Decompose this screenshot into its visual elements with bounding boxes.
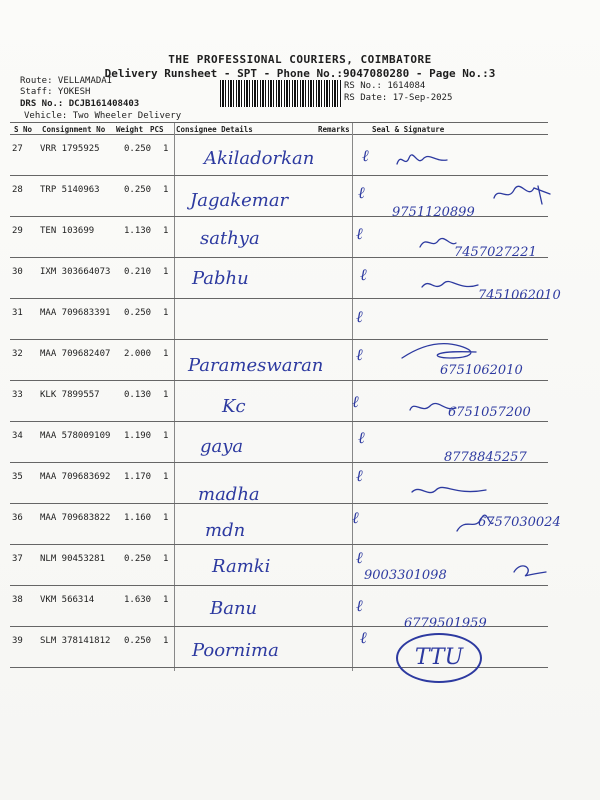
cell-weight: 0.250 (124, 308, 152, 318)
signature-row-37 (510, 560, 550, 580)
cell-cons: TEN 103699 (40, 226, 95, 236)
delivery-tick-mark: ℓ (356, 548, 363, 567)
cell-cons: TRP 5140963 (40, 185, 100, 195)
signature-row-30 (420, 275, 480, 295)
consignee-name: Banu (210, 598, 258, 619)
table-row (0, 463, 600, 503)
cell-cons: IXM 303664073 (40, 267, 111, 277)
cell-cons: KLK 7899557 (40, 390, 100, 400)
delivery-tick-mark: ℓ (352, 392, 359, 411)
delivery-tick-mark: ℓ (356, 596, 363, 615)
delivery-tick-mark: ℓ (356, 307, 363, 326)
cell-sno: 27 (12, 144, 23, 154)
table-row (0, 586, 600, 626)
signature-row-36 (455, 513, 495, 535)
cell-sno: 33 (12, 390, 23, 400)
cell-cons: VKM 566314 (40, 595, 95, 605)
consignee-name: madha (198, 484, 260, 505)
handwritten-phone: 7457027221 (454, 245, 537, 260)
cell-cons: MAA 709683822 (40, 513, 111, 523)
handwritten-phone: 8778845257 (444, 450, 527, 465)
cell-weight: 1.160 (124, 513, 152, 523)
col-pcs: PCS (150, 125, 164, 134)
rs-number: RS No.: 1614084 (344, 81, 426, 91)
cell-weight: 0.250 (124, 636, 152, 646)
cell-pcs: 1 (163, 390, 169, 400)
col-seal: Seal & Signature (372, 125, 445, 134)
col-consignment: Consignment No (42, 125, 106, 134)
cell-weight: 1.130 (124, 226, 152, 236)
signature-row-32 (400, 338, 480, 363)
delivery-tick-mark: ℓ (358, 183, 365, 202)
signature-row-29 (418, 233, 458, 253)
cell-weight: 0.250 (124, 554, 152, 564)
ttu-stamp: TTU (396, 633, 482, 683)
barcode (220, 80, 342, 107)
cell-sno: 35 (12, 472, 23, 482)
staff-label: Staff: YOKESH (20, 87, 91, 97)
cell-pcs: 1 (163, 554, 169, 564)
cell-weight: 2.000 (124, 349, 152, 359)
cell-cons: MAA 578009109 (40, 431, 111, 441)
consignee-name: sathya (200, 228, 260, 249)
cell-cons: MAA 709682407 (40, 349, 111, 359)
cell-pcs: 1 (163, 636, 169, 646)
cell-cons: VRR 1795925 (40, 144, 100, 154)
consignee-name: Akiladorkan (204, 148, 315, 169)
consignee-name: mdn (205, 520, 246, 541)
col-remarks: Remarks (318, 125, 350, 134)
cell-pcs: 1 (163, 349, 169, 359)
rs-date: RS Date: 17-Sep-2025 (344, 93, 453, 103)
table-top-border (10, 122, 548, 123)
signature-row-28 (490, 182, 560, 207)
col-weight: Weight (116, 125, 144, 134)
cell-sno: 38 (12, 595, 23, 605)
handwritten-phone: 6779501959 (404, 616, 487, 631)
delivery-tick-mark: ℓ (356, 224, 363, 243)
delivery-tick-mark: ℓ (360, 628, 367, 647)
cell-weight: 1.170 (124, 472, 152, 482)
consignee-name: Kc (222, 396, 246, 417)
delivery-tick-mark: ℓ (360, 265, 367, 284)
cell-sno: 34 (12, 431, 23, 441)
consignee-name: Jagakemar (190, 190, 289, 211)
cell-pcs: 1 (163, 513, 169, 523)
runsheet-subtitle: Delivery Runsheet - SPT - Phone No.:9047080280 - Page No.:3 (104, 67, 496, 80)
cell-sno: 29 (12, 226, 23, 236)
cell-pcs: 1 (163, 308, 169, 318)
table-row (0, 627, 600, 667)
cell-sno: 28 (12, 185, 23, 195)
table-row (0, 299, 600, 339)
handwritten-phone: 7451062010 (478, 288, 561, 303)
cell-pcs: 1 (163, 431, 169, 441)
company-title: THE PROFESSIONAL COURIERS, COIMBATORE (168, 53, 432, 66)
delivery-tick-mark: ℓ (362, 146, 369, 165)
cell-cons: NLM 90453281 (40, 554, 106, 564)
signature-row-35 (410, 482, 490, 500)
route-label: Route: VELLAMADAI (20, 76, 113, 86)
cell-pcs: 1 (163, 144, 169, 154)
cell-pcs: 1 (163, 226, 169, 236)
cell-pcs: 1 (163, 472, 169, 482)
vehicle-label: Vehicle: Two Wheeler Delivery (24, 111, 182, 121)
handwritten-phone: 6751057200 (448, 405, 531, 420)
cell-sno: 31 (12, 308, 23, 318)
col-sno: S No (14, 125, 33, 134)
delivery-tick-mark: ℓ (356, 466, 363, 485)
handwritten-phone: 6751062010 (440, 363, 523, 378)
cell-cons: SLM 378141812 (40, 636, 111, 646)
cell-weight: 0.210 (124, 267, 152, 277)
cell-pcs: 1 (163, 595, 169, 605)
consignee-name: Ramki (212, 556, 271, 577)
cell-weight: 1.190 (124, 431, 152, 441)
consignee-name: gaya (200, 436, 244, 457)
cell-sno: 36 (12, 513, 23, 523)
consignee-name: Pabhu (192, 268, 249, 289)
cell-pcs: 1 (163, 185, 169, 195)
cell-pcs: 1 (163, 267, 169, 277)
cell-sno: 30 (12, 267, 23, 277)
delivery-tick-mark: ℓ (358, 428, 365, 447)
handwritten-phone: 9751120899 (392, 205, 475, 220)
cell-sno: 39 (12, 636, 23, 646)
drs-number: DRS No.: DCJB161408403 (20, 99, 140, 109)
handwritten-phone: 6757030024 (478, 515, 561, 530)
signature-row-27 (395, 150, 455, 170)
cell-weight: 1.630 (124, 595, 152, 605)
consignee-name: Parameswaran (188, 355, 324, 376)
cell-sno: 32 (12, 349, 23, 359)
cell-sno: 37 (12, 554, 23, 564)
col-consignee: Consignee Details (176, 125, 253, 134)
delivery-tick-mark: ℓ (356, 345, 363, 364)
cell-weight: 0.250 (124, 144, 152, 154)
handwritten-phone: 9003301098 (364, 568, 447, 583)
consignee-name: Poornima (192, 640, 279, 661)
delivery-tick-mark: ℓ (352, 508, 359, 527)
cell-cons: MAA 709683692 (40, 472, 111, 482)
cell-weight: 0.250 (124, 185, 152, 195)
cell-cons: MAA 709683391 (40, 308, 111, 318)
cell-weight: 0.130 (124, 390, 152, 400)
signature-row-33 (408, 398, 458, 416)
